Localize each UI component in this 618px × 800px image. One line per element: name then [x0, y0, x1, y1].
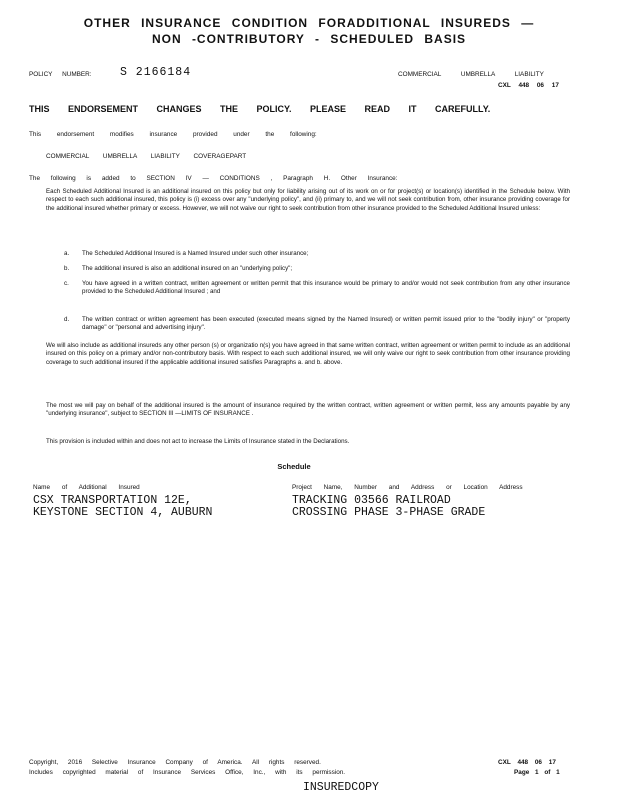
insured-copy-label: INSUREDCOPY: [303, 781, 379, 794]
coverage-part: COMMERCIAL UMBRELLA LIABILITY COVERAGEPART: [46, 153, 247, 160]
paragraph-additional-insured: Each Scheduled Additional Insured is an additional insured on this policy but only for liability arising out of its work on or for project(s) or location(s) identified in the Schedule below. With respect to each such additional insured, this policy is (i) excess over any "underlying policy", and (ii) primary to, and we will not seek contribution from, other insurance providing coverage for the additional insured whether primary or excess. However, we will not waive our right to seek contribution from other insurance provided to the Scheduled Additional Insured unless:: [46, 188, 570, 212]
includes-line: Includes copyrighted material of Insurance Services Office, Inc., with its permission.: [29, 769, 346, 776]
form-code-header: CXL 448 06 17: [498, 82, 559, 89]
page-number: Page 1 of 1: [514, 769, 560, 776]
paragraph-declarations: This provision is included within and does not act to increase the Limits of Insurance stated in the Declarations.: [46, 438, 350, 445]
list-item: c. You have agreed in a written contract, written agreement or written permit that this insurance would be primary to and/or would not seek contribution from any other insurance provided to the Scheduled Additional Insured ; and: [64, 280, 570, 296]
list-item: d. The written contract or written agreement has been executed (executed means signed by the Named Insured) or written permit issued prior to the "bodily injury" or "property damage" or "personal and advertising injury".: [64, 316, 570, 332]
paragraph-limits: The most we will pay on behalf of the additional insured is the amount of insurance required by the written contract, written agreement or written permit, less any amounts payable by any "underlying insurance", subject to SECTION III —LIMITS OF INSURANCE .: [46, 402, 570, 418]
schedule-project-header: Project Name, Number and Address or Location Address: [292, 484, 523, 491]
policy-number-label: POLICY NUMBER:: [29, 71, 92, 78]
endorsement-subtitle: NON -CONTRIBUTORY - SCHEDULED BASIS: [151, 32, 467, 46]
policy-number: S 2166184: [120, 66, 192, 79]
section-intro: The following is added to SECTION IV — CONDITIONS , Paragraph H. Other Insurance:: [29, 175, 398, 182]
form-line: COMMERCIAL UMBRELLA LIABILITY: [398, 71, 544, 78]
schedule-name-line-2: KEYSTONE SECTION 4, AUBURN: [33, 506, 213, 519]
paragraph-other-insureds: We will also include as additional insureds any other person (s) or organizatio n(s) you have agreed in that same written contract, written agreement or written permit to include as an additional insured on this policy on a primary and/or non-contributory basis. With respect to each such additional insured, we will only waive our right to seek contribution from other insurance providing coverage to such additional insured if the applicable additional insured satisfies Paragraphs a. and b. above.: [46, 342, 570, 366]
list-item: a. The Scheduled Additional Insured is a Named Insured under such other insurance;: [64, 250, 309, 257]
schedule-project-line-1: TRACKING 03566 RAILROAD: [292, 494, 451, 507]
endorsement-notice: THIS ENDORSEMENT CHANGES THE POLICY. PLEASE READ IT CAREFULLY.: [29, 104, 491, 114]
endorsement-title: OTHER INSURANCE CONDITION FORADDITIONAL INSUREDS —: [83, 16, 535, 30]
schedule-heading: Schedule: [277, 462, 311, 471]
form-code-footer: CXL 448 06 17: [498, 759, 556, 766]
schedule-name-header: Name of Additional Insured: [33, 484, 140, 491]
list-item: b. The additional insured is also an additional insured on an "underlying policy";: [64, 265, 293, 272]
schedule-name-line-1: CSX TRANSPORTATION 12E,: [33, 494, 192, 507]
modifies-line: This endorsement modifies insurance provided under the following:: [29, 131, 317, 138]
schedule-project-line-2: CROSSING PHASE 3-PHASE GRADE: [292, 506, 486, 519]
copyright-line: Copyright, 2016 Selective Insurance Company of America. All rights reserved.: [29, 759, 321, 766]
